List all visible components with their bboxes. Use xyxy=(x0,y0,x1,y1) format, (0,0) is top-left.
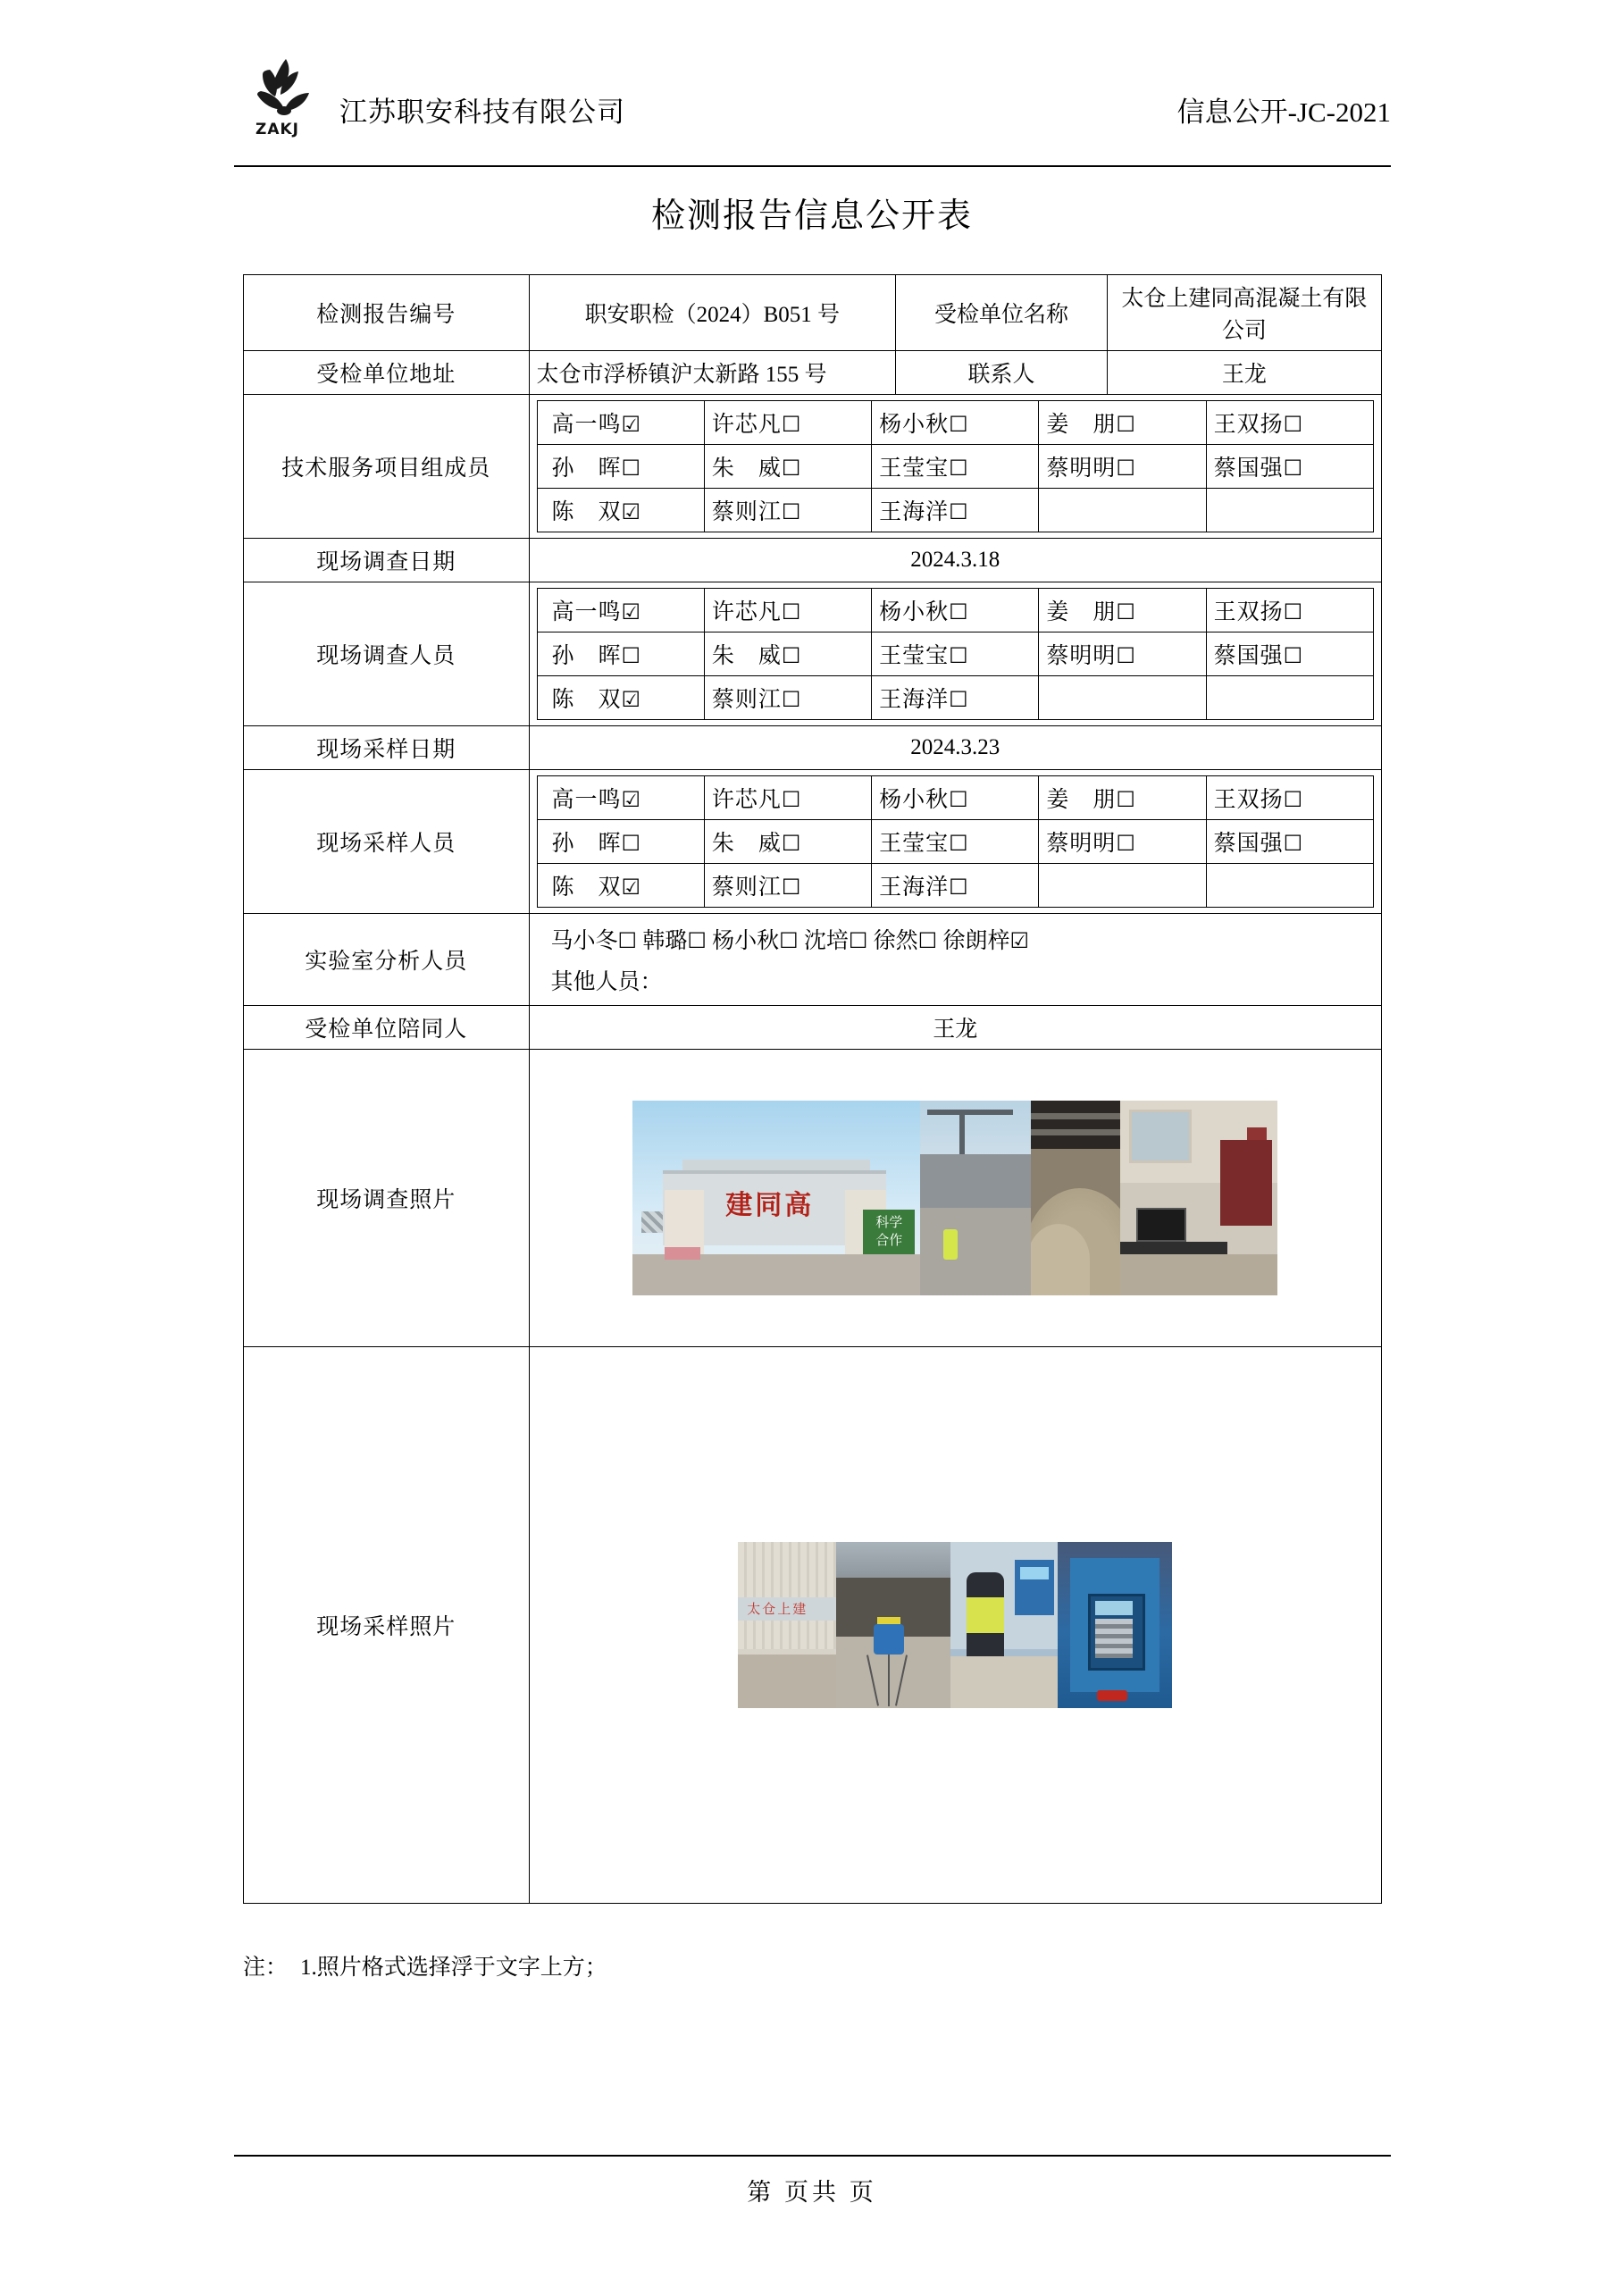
lab-staff-option-5[interactable] xyxy=(942,929,1029,953)
aggregate-pile-photo xyxy=(1031,1101,1120,1295)
value-survey-date: 2024.3.18 xyxy=(529,539,1381,582)
page-number: 第 页共 页 xyxy=(747,2179,877,2206)
staff-option-0-2[interactable] xyxy=(872,401,1039,445)
sampling-photos-cell xyxy=(529,1347,1381,1904)
table-row-sampling-staff xyxy=(244,770,1382,914)
staff-name: 王莹宝 xyxy=(879,832,950,856)
staff-name: 蔡国强 xyxy=(1213,457,1284,481)
name-row xyxy=(537,401,1373,445)
checkbox-unchecked[interactable]: ☐ xyxy=(949,831,968,856)
staff-option-0-4[interactable] xyxy=(1206,401,1373,445)
checkbox-unchecked[interactable]: ☐ xyxy=(1116,831,1135,856)
staff-empty xyxy=(1039,489,1206,532)
factory-gate-photo: 建同高 科学 合作 xyxy=(632,1101,920,1295)
staff-name: 孙 晖 xyxy=(551,644,622,668)
staff-name: 王海洋 xyxy=(879,875,950,900)
survey-staff-option-0-2[interactable] xyxy=(872,589,1039,632)
label-team-members: 技术服务项目组成员 xyxy=(244,395,530,539)
checkbox-unchecked[interactable]: ☐ xyxy=(949,599,968,624)
checkbox-checked[interactable]: ☑ xyxy=(621,499,641,524)
staff-name: 蔡国强 xyxy=(1213,644,1284,668)
value-contact: 王龙 xyxy=(1107,351,1381,395)
dust-sampler-photo xyxy=(836,1542,950,1708)
table-row-lab-staff xyxy=(244,914,1382,1006)
staff-name: 蔡则江 xyxy=(711,500,782,524)
table-row-team-members xyxy=(244,395,1382,539)
staff-name: 王海洋 xyxy=(879,688,950,712)
staff-name: 韩璐 xyxy=(642,929,688,953)
staff-name: 陈 双 xyxy=(551,500,622,524)
staff-empty xyxy=(1206,676,1373,720)
label-contact: 联系人 xyxy=(896,351,1108,395)
control-room-photo xyxy=(1120,1101,1277,1295)
checkbox-checked[interactable]: ☑ xyxy=(621,875,641,900)
sampling-photo-strip xyxy=(537,1542,1374,1708)
sampling-staff-option-0-2[interactable] xyxy=(872,776,1039,820)
checkbox-checked[interactable]: ☑ xyxy=(621,599,641,624)
svg-text:ZAKJ: ZAKJ xyxy=(255,121,299,138)
page-title: 检测报告信息公开表 xyxy=(650,197,973,235)
sampling-staff-option-0-4[interactable] xyxy=(1206,776,1373,820)
staff-name: 姜 朋 xyxy=(1046,413,1117,437)
name-row xyxy=(537,676,1373,720)
checkbox-unchecked[interactable]: ☐ xyxy=(949,787,968,812)
lab-staff-option-0[interactable] xyxy=(551,929,638,953)
staff-name: 姜 朋 xyxy=(1046,788,1117,812)
staff-empty xyxy=(1039,676,1206,720)
label-sampling-photos: 现场采样照片 xyxy=(244,1347,530,1904)
staff-name: 杨小秋 xyxy=(879,413,950,437)
staff-option-1-2[interactable] xyxy=(872,445,1039,489)
document-code: 信息公开-JC-2021 xyxy=(1176,96,1391,128)
staff-name: 许芯凡 xyxy=(711,413,782,437)
checkbox-unchecked[interactable]: ☐ xyxy=(781,875,801,900)
checkbox-unchecked[interactable]: ☐ xyxy=(621,456,641,481)
staff-empty xyxy=(1206,864,1373,908)
staff-name: 徐然 xyxy=(873,929,918,953)
checkbox-unchecked[interactable]: ☐ xyxy=(781,599,801,624)
construction-site-photo xyxy=(920,1101,1031,1295)
staff-name: 朱 威 xyxy=(711,644,782,668)
survey-photos-cell xyxy=(529,1050,1381,1347)
staff-name: 王双扬 xyxy=(1213,600,1284,624)
checkbox-checked[interactable]: ☑ xyxy=(621,412,641,437)
staff-name: 孙 晖 xyxy=(551,457,622,481)
checkbox-unchecked[interactable]: ☐ xyxy=(687,928,707,953)
staff-name: 王双扬 xyxy=(1213,413,1284,437)
checkbox-unchecked[interactable]: ☐ xyxy=(1283,599,1303,624)
checkbox-checked[interactable]: ☑ xyxy=(621,687,641,712)
value-accompany: 王龙 xyxy=(529,1006,1381,1050)
survey-staff-option-0-0[interactable] xyxy=(537,589,704,632)
label-report-no: 检测报告编号 xyxy=(244,275,530,351)
note-block xyxy=(243,1949,607,1981)
lab-staff-option-1[interactable] xyxy=(642,929,707,953)
checkbox-checked[interactable]: ☑ xyxy=(1009,928,1029,953)
staff-option-1-1[interactable] xyxy=(704,445,871,489)
staff-name: 高一鸣 xyxy=(551,788,622,812)
value-sampling-date: 2024.3.23 xyxy=(529,726,1381,770)
sampling-staff-option-0-1[interactable] xyxy=(704,776,871,820)
survey-staff-option-0-4[interactable] xyxy=(1206,589,1373,632)
value-report-no: 职安职检（2024）B051 号 xyxy=(529,275,896,351)
survey-staff-option-1-1[interactable] xyxy=(704,632,871,676)
checkbox-unchecked[interactable]: ☐ xyxy=(621,643,641,668)
staff-option-2-2[interactable] xyxy=(872,489,1039,532)
table-row-address xyxy=(244,351,1382,395)
checkbox-unchecked[interactable]: ☐ xyxy=(949,499,968,524)
staff-name: 孙 晖 xyxy=(551,832,622,856)
name-row xyxy=(537,776,1373,820)
survey-staff-option-1-2[interactable] xyxy=(872,632,1039,676)
lab-staff-cell xyxy=(529,914,1381,1006)
sampling-staff-option-1-4[interactable] xyxy=(1206,820,1373,864)
checkbox-unchecked[interactable]: ☐ xyxy=(779,928,799,953)
lab-staff-others-label: 其他人员： xyxy=(550,970,663,994)
staff-name: 蔡国强 xyxy=(1213,832,1284,856)
checkbox-unchecked[interactable]: ☐ xyxy=(1283,643,1303,668)
worker-sampling-photo xyxy=(950,1542,1058,1708)
sampling-staff-grid xyxy=(537,775,1374,908)
staff-name: 王双扬 xyxy=(1213,788,1284,812)
staff-option-1-3[interactable] xyxy=(1039,445,1206,489)
noise-meter-photo xyxy=(1058,1542,1172,1708)
checkbox-unchecked[interactable]: ☐ xyxy=(1283,831,1303,856)
sampling-staff-option-2-0[interactable] xyxy=(537,864,704,908)
staff-name: 蔡明明 xyxy=(1046,457,1117,481)
header-divider xyxy=(234,165,1391,167)
survey-photo-strip xyxy=(537,1101,1374,1295)
sampling-staff-option-2-1[interactable] xyxy=(704,864,871,908)
document-header xyxy=(234,52,1391,150)
sampling-staff-option-1-1[interactable] xyxy=(704,820,871,864)
staff-name: 陈 双 xyxy=(551,875,622,900)
plant-wall-photo: 太仓上建 xyxy=(738,1542,836,1708)
survey-staff-option-2-1[interactable] xyxy=(704,676,871,720)
staff-name: 杨小秋 xyxy=(879,600,950,624)
checkbox-unchecked[interactable]: ☐ xyxy=(1116,787,1135,812)
checkbox-unchecked[interactable]: ☐ xyxy=(848,928,868,953)
staff-name: 朱 威 xyxy=(711,832,782,856)
staff-option-0-0[interactable] xyxy=(537,401,704,445)
label-accompany: 受检单位陪同人 xyxy=(244,1006,530,1050)
lab-staff-option-2[interactable] xyxy=(712,929,799,953)
checkbox-unchecked[interactable]: ☐ xyxy=(781,687,801,712)
checkbox-unchecked[interactable]: ☐ xyxy=(781,643,801,668)
checkbox-unchecked[interactable]: ☐ xyxy=(1283,456,1303,481)
label-client-address: 受检单位地址 xyxy=(244,351,530,395)
staff-name: 徐朗梓 xyxy=(942,929,1010,953)
staff-empty xyxy=(1039,864,1206,908)
checkbox-unchecked[interactable]: ☐ xyxy=(949,687,968,712)
survey-staff-option-0-3[interactable] xyxy=(1039,589,1206,632)
note-item: 1.照片格式选择浮于文字上方； xyxy=(300,1956,607,1980)
sampling-staff-option-1-2[interactable] xyxy=(872,820,1039,864)
staff-name: 杨小秋 xyxy=(879,788,950,812)
sampling-staff-grid-cell xyxy=(529,770,1381,914)
value-client-address: 太仓市浮桥镇沪太新路 155 号 xyxy=(529,351,896,395)
staff-name: 陈 双 xyxy=(551,688,622,712)
staff-name: 蔡则江 xyxy=(711,688,782,712)
checkbox-unchecked[interactable]: ☐ xyxy=(621,831,641,856)
table-row-accompany xyxy=(244,1006,1382,1050)
survey-staff-option-1-3[interactable] xyxy=(1039,632,1206,676)
staff-name: 蔡明明 xyxy=(1046,832,1117,856)
info-table xyxy=(243,274,1382,1904)
staff-name: 高一鸣 xyxy=(551,600,622,624)
name-row xyxy=(537,632,1373,676)
checkbox-unchecked[interactable]: ☐ xyxy=(1116,412,1135,437)
checkbox-checked[interactable]: ☑ xyxy=(621,787,641,812)
staff-option-2-0[interactable] xyxy=(537,489,704,532)
staff-name: 王莹宝 xyxy=(879,457,950,481)
lab-staff-option-4[interactable] xyxy=(874,929,938,953)
label-client-name: 受检单位名称 xyxy=(896,275,1108,351)
sampling-staff-option-0-3[interactable] xyxy=(1039,776,1206,820)
label-lab-staff: 实验室分析人员 xyxy=(244,914,530,1006)
staff-name: 姜 朋 xyxy=(1046,600,1117,624)
staff-option-0-3[interactable] xyxy=(1039,401,1206,445)
checkbox-unchecked[interactable]: ☐ xyxy=(781,412,801,437)
name-row xyxy=(537,864,1373,908)
checkbox-unchecked[interactable]: ☐ xyxy=(1116,643,1135,668)
team-members-grid xyxy=(537,400,1374,532)
sampling-staff-option-1-0[interactable] xyxy=(537,820,704,864)
survey-staff-grid xyxy=(537,588,1374,720)
name-row xyxy=(537,489,1373,532)
staff-name: 王莹宝 xyxy=(879,644,950,668)
table-row-survey-staff xyxy=(244,582,1382,726)
staff-name: 高一鸣 xyxy=(551,413,622,437)
staff-option-0-1[interactable] xyxy=(704,401,871,445)
checkbox-unchecked[interactable]: ☐ xyxy=(617,928,638,953)
staff-option-1-0[interactable] xyxy=(537,445,704,489)
lab-staff-option-3[interactable] xyxy=(804,929,868,953)
sampling-staff-option-2-2[interactable] xyxy=(872,864,1039,908)
table-row-sampling-photos xyxy=(244,1347,1382,1904)
survey-staff-option-1-4[interactable] xyxy=(1206,632,1373,676)
checkbox-unchecked[interactable]: ☐ xyxy=(781,456,801,481)
checkbox-unchecked[interactable]: ☐ xyxy=(1283,787,1303,812)
label-sampling-date: 现场采样日期 xyxy=(244,726,530,770)
staff-name: 蔡明明 xyxy=(1046,644,1117,668)
checkbox-unchecked[interactable]: ☐ xyxy=(949,412,968,437)
sampling-staff-option-1-3[interactable] xyxy=(1039,820,1206,864)
survey-staff-option-2-0[interactable] xyxy=(537,676,704,720)
staff-option-2-1[interactable] xyxy=(704,489,871,532)
table-row-survey-date xyxy=(244,539,1382,582)
name-row xyxy=(537,445,1373,489)
checkbox-unchecked[interactable]: ☐ xyxy=(949,456,968,481)
label-survey-date: 现场调查日期 xyxy=(244,539,530,582)
company-logo xyxy=(234,52,341,141)
survey-staff-option-1-0[interactable] xyxy=(537,632,704,676)
checkbox-unchecked[interactable]: ☐ xyxy=(781,499,801,524)
staff-option-1-4[interactable] xyxy=(1206,445,1373,489)
survey-staff-option-0-1[interactable] xyxy=(704,589,871,632)
logo-icon xyxy=(234,52,341,141)
table-row-sampling-date xyxy=(244,726,1382,770)
footer-divider xyxy=(234,2155,1391,2157)
checkbox-unchecked[interactable]: ☐ xyxy=(949,875,968,900)
survey-staff-grid-cell xyxy=(529,582,1381,726)
value-client-name: 太仓上建同高混凝土有限公司 xyxy=(1107,275,1381,351)
staff-name: 朱 威 xyxy=(711,457,782,481)
staff-name: 王海洋 xyxy=(879,500,950,524)
label-sampling-staff: 现场采样人员 xyxy=(244,770,530,914)
name-row xyxy=(537,820,1373,864)
staff-name: 蔡则江 xyxy=(711,875,782,900)
staff-name: 许芯凡 xyxy=(711,788,782,812)
survey-staff-option-2-2[interactable] xyxy=(872,676,1039,720)
table-row-survey-photos xyxy=(244,1050,1382,1347)
staff-name: 杨小秋 xyxy=(712,929,780,953)
team-members-grid-cell xyxy=(529,395,1381,539)
lab-staff-options xyxy=(537,919,1374,959)
label-survey-staff: 现场调查人员 xyxy=(244,582,530,726)
checkbox-unchecked[interactable]: ☐ xyxy=(949,643,968,668)
staff-name: 许芯凡 xyxy=(711,600,782,624)
checkbox-unchecked[interactable]: ☐ xyxy=(917,928,938,953)
staff-empty xyxy=(1206,489,1373,532)
checkbox-unchecked[interactable]: ☐ xyxy=(1283,412,1303,437)
checkbox-unchecked[interactable]: ☐ xyxy=(781,831,801,856)
table-row-report-no xyxy=(244,275,1382,351)
staff-name: 沈培 xyxy=(803,929,849,953)
sampling-staff-option-0-0[interactable] xyxy=(537,776,704,820)
checkbox-unchecked[interactable]: ☐ xyxy=(1116,456,1135,481)
company-name: 江苏职安科技有限公司 xyxy=(339,96,625,128)
name-row xyxy=(537,589,1373,632)
checkbox-unchecked[interactable]: ☐ xyxy=(781,787,801,812)
label-survey-photos: 现场调查照片 xyxy=(244,1050,530,1347)
staff-name: 马小冬 xyxy=(550,929,618,953)
checkbox-unchecked[interactable]: ☐ xyxy=(1116,599,1135,624)
note-prefix: 注： xyxy=(243,1956,289,1980)
